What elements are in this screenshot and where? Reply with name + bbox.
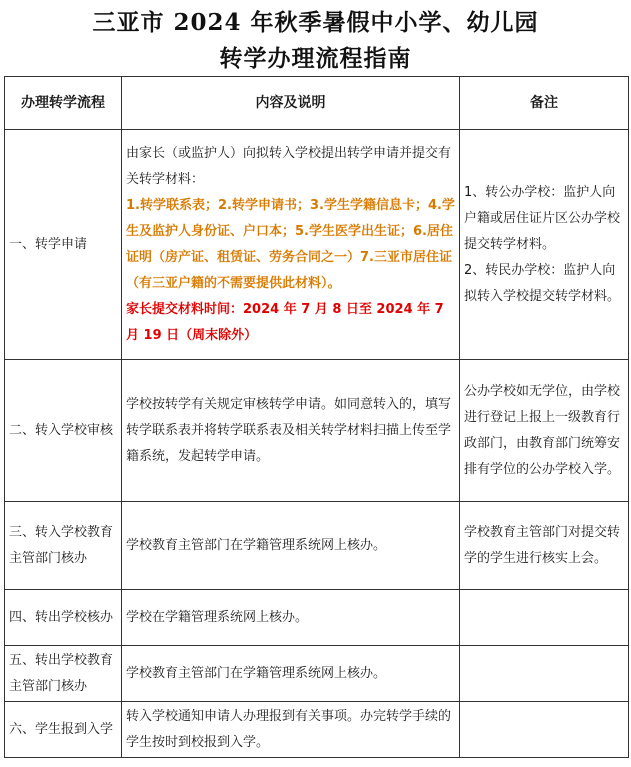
note-cell: [460, 702, 629, 758]
header-notes: 备注: [460, 77, 629, 130]
content-text: 学校教育主管部门在学籍管理系统网上核办。: [126, 665, 387, 681]
table-row: [5, 502, 629, 590]
deadline-text: 家长提交材料时间：2024 年 7 月 8 日至 2024 年 7 月 19 日（周末除外）: [126, 301, 444, 343]
step-cell: 四、转出学校核办: [5, 590, 122, 646]
page-title: 三亚市 2024 年秋季暑假中小学、幼儿园: [92, 9, 539, 36]
step-cell: 六、学生报到入学: [5, 702, 122, 758]
content-cell: [122, 702, 460, 758]
note-text: 公办学校如无学位，由学校进行登记上报上一级教育行政部门，由教育部门统筹安排有学位的公办学校入学。: [464, 383, 621, 477]
note-text: 学校教育主管部门对提交转学的学生进行核实上会。: [464, 524, 621, 566]
content-text: 学校按转学有关规定审核转学申请。如同意转入的，填写转学联系表并将转学联系表及相关转学材料扫描上传至学籍系统，发起转学申请。: [126, 396, 452, 464]
note-cell: [460, 646, 629, 702]
content-cell: [122, 590, 460, 646]
table-row: [5, 590, 629, 646]
content-cell: [122, 360, 460, 502]
note-cell: [460, 502, 629, 590]
note-cell: [460, 360, 629, 502]
required-materials-text: 1.转学联系表；2.转学申请书；3.学生学籍信息卡；4.学生及监护人身份证、户口本；5.学生医学出生证；6.居住证明（房产证、租赁证、劳务合同之一）7.三亚市居住证（有三亚户籍的不需要提供此材料）。: [126, 197, 455, 291]
content-text: 由家长（或监护人）向拟转入学校提出转学申请并提交有关转学材料：: [126, 145, 452, 187]
table-row: [5, 646, 629, 702]
page-subtitle: 转学办理流程指南: [219, 45, 412, 72]
note-cell: [460, 590, 629, 646]
content-cell: [122, 502, 460, 590]
step-cell: 一、转学申请: [5, 130, 122, 360]
note-text: 1、转公办学校：监护人向户籍或居住证片区公办学校提交转学材料。: [464, 184, 621, 252]
table-row: [5, 360, 629, 502]
content-text: 学校教育主管部门在学籍管理系统网上核办。: [126, 537, 387, 553]
note-text: 2、转民办学校：监护人向拟转入学校提交转学材料。: [464, 262, 621, 304]
note-cell: [460, 130, 629, 360]
table-header-row: [5, 77, 629, 130]
header-content: 内容及说明: [122, 77, 460, 130]
table-row: [5, 130, 629, 360]
header-process: 办理转学流程: [5, 77, 122, 130]
content-text: 学校在学籍管理系统网上核办。: [126, 609, 309, 625]
step-cell: 三、转入学校教育主管部门核办: [5, 502, 122, 590]
content-cell: [122, 130, 460, 360]
transfer-process-table: [4, 76, 629, 758]
content-text: 转入学校通知申请人办理报到有关事项。办完转学手续的学生按时到校报到入学。: [126, 708, 452, 750]
content-cell: [122, 646, 460, 702]
step-cell: 二、转入学校审核: [5, 360, 122, 502]
table-row: [5, 702, 629, 758]
step-cell: 五、转出学校教育主管部门核办: [5, 646, 122, 702]
